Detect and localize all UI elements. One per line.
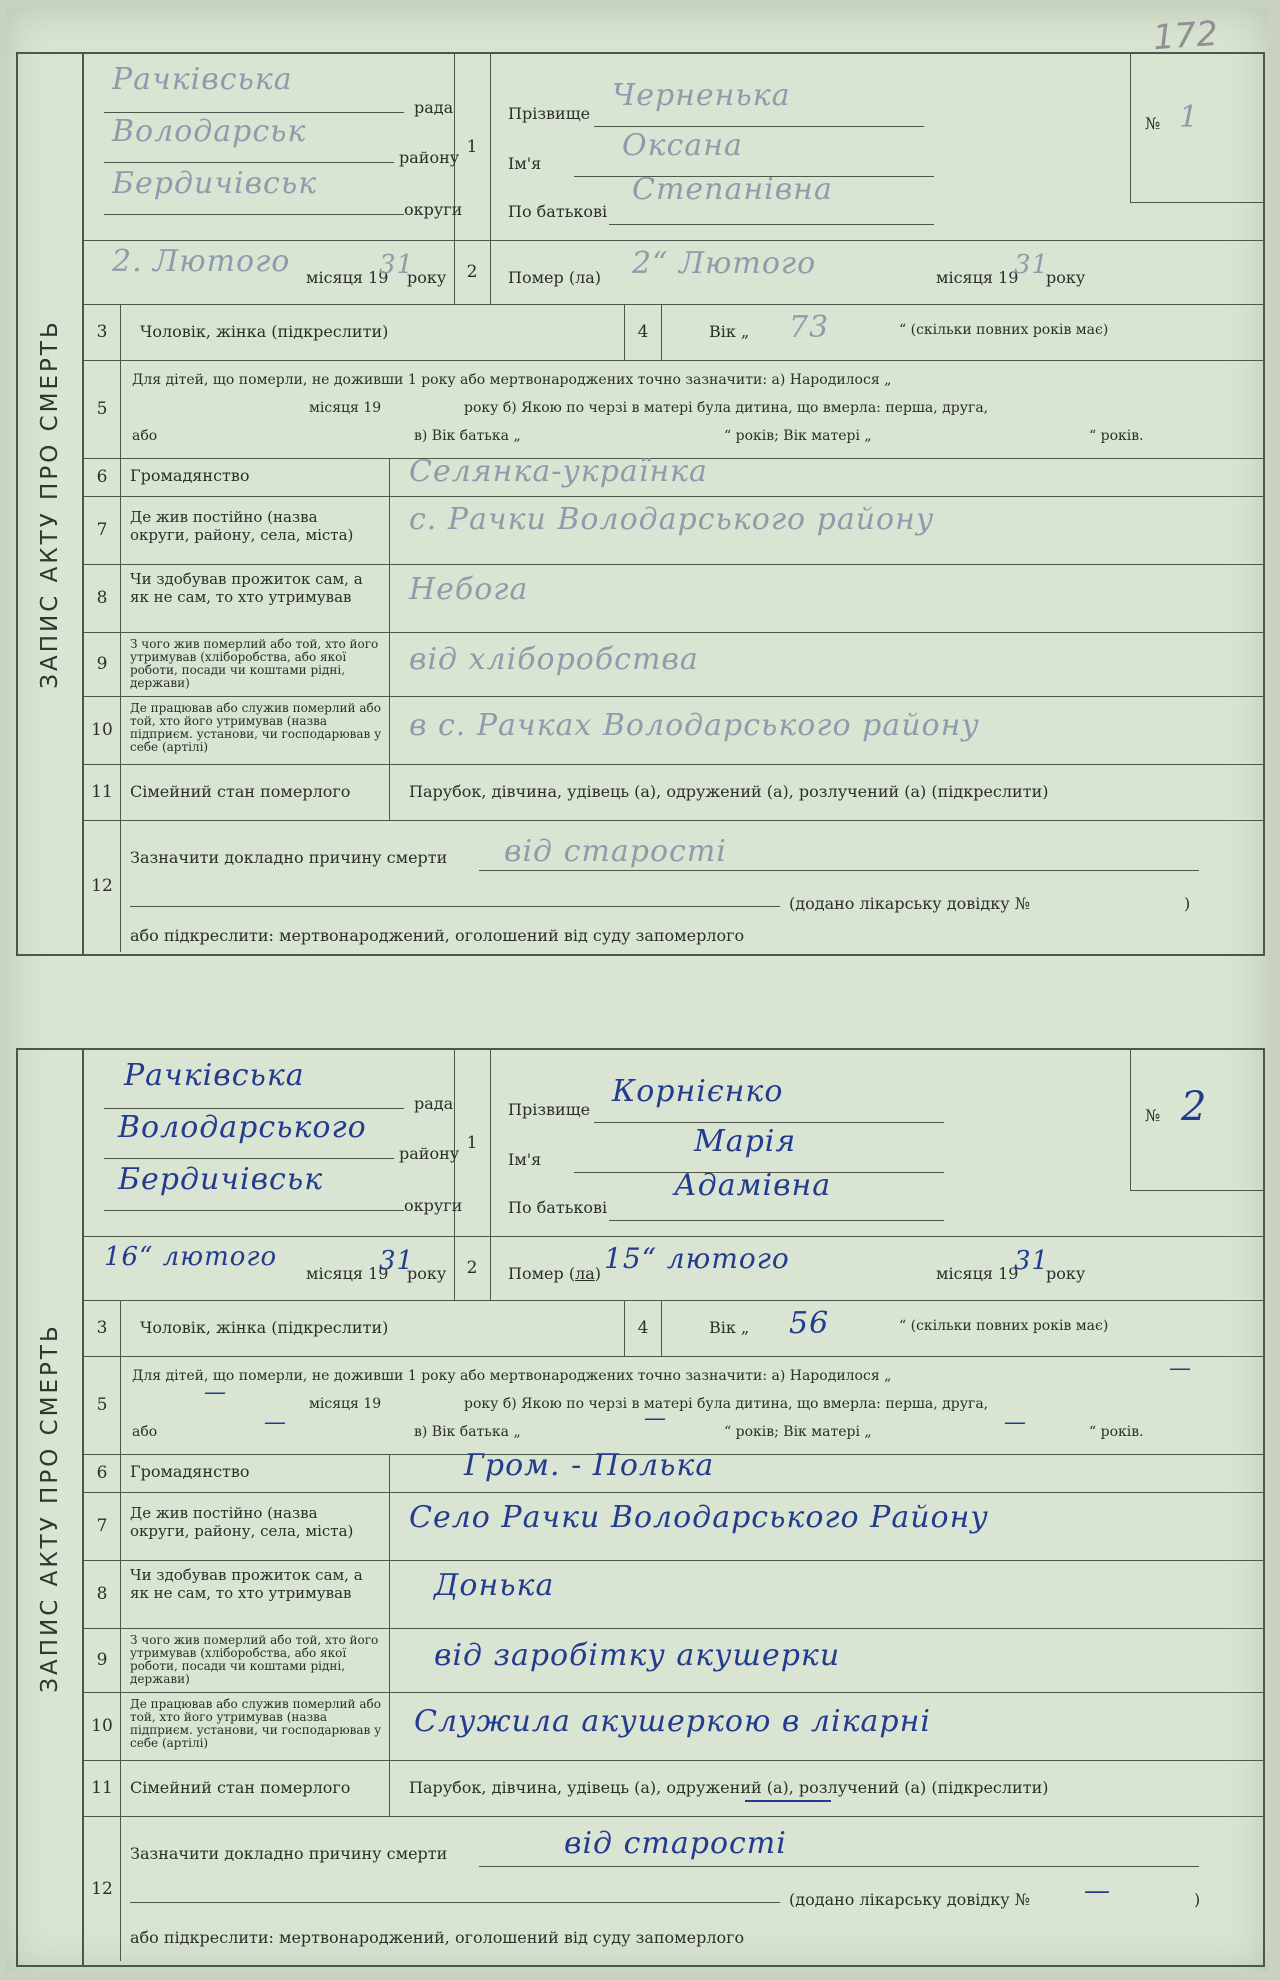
workplace-value: в с. Рачках Володарського району	[409, 708, 980, 743]
surname-label: Прізвище	[508, 104, 591, 123]
raion-label-2: району	[399, 1144, 460, 1163]
num-1: 1	[454, 54, 491, 241]
num-2-b: 2	[454, 1236, 491, 1300]
citizenship-row-2	[84, 1448, 1263, 1493]
child-born-value-2: —	[1169, 1356, 1192, 1381]
livelihood-label: Чи здобував прожиток сам, а як не сам, то хто утримував	[130, 570, 363, 606]
children-line-3b: в) Вік батька „	[414, 428, 521, 444]
patronymic-label: По батькові	[508, 202, 608, 221]
marital-row-2	[84, 1760, 1263, 1817]
death-date-value-2: 15“ лютого	[604, 1242, 790, 1275]
child-month-value-2: —	[204, 1380, 227, 1405]
num-7: 7	[84, 496, 121, 564]
death-record-page	[6, 8, 1268, 1972]
or-underline-label: або підкреслити: мертвонароджений, оголошений від суду запомерлого	[130, 926, 745, 945]
reg-month-label-2: місяця 19	[306, 1264, 389, 1283]
doctor-label: (додано лікарську довідку №	[789, 894, 1030, 913]
cause-label-2: Зазначити докладно причину смерти	[130, 1844, 448, 1863]
citizenship-value-2: Гром. - Полька	[464, 1448, 715, 1483]
rada-value-2: Рачківська	[124, 1058, 305, 1093]
marital-options: Парубок, дівчина, удівець (а), одружений (а), розлучений (а) (підкреслити)	[409, 782, 1049, 801]
num-12: 12	[84, 820, 121, 952]
workplace-label: Де працював або служив померлий або той, хто його утримував (назва підприєм. установи, чи господарював у себе (артілі)	[130, 701, 382, 754]
age-label-2: Вік „	[709, 1318, 750, 1337]
married-underline-mark	[745, 1800, 831, 1802]
raion-label: району	[399, 148, 460, 167]
registration-block-2	[84, 1050, 463, 1300]
num-1-b: 1	[454, 1050, 491, 1237]
died-year-label-2: року	[1046, 1264, 1086, 1283]
livelihood-row	[84, 564, 1263, 633]
reg-year-label-2: року	[407, 1264, 447, 1283]
children-row	[84, 360, 1263, 459]
num-4: 4	[624, 304, 662, 360]
num-5-b: 5	[84, 1356, 121, 1454]
side-banner-2	[18, 1050, 84, 1965]
or-underline-label-2: або підкреслити: мертвонароджений, оголошений від суду запомерлого	[130, 1928, 745, 1947]
marital-label-2: Сімейний стан померлого	[130, 1778, 351, 1797]
record-number-box-2	[1130, 1050, 1263, 1191]
children-line-3c: “ років; Вік матері „	[724, 428, 872, 444]
name-value-2: Марія	[694, 1124, 797, 1159]
num-9: 9	[84, 632, 121, 696]
children-line-2b-2: року б) Якою по черзі в матері була дитина, що вмерла: перша, друга,	[464, 1396, 989, 1412]
num-2: 2	[454, 240, 491, 304]
rada-label: рада	[414, 98, 454, 117]
cause-label: Зазначити докладно причину смерти	[130, 848, 448, 867]
died-label-2: Помер (ла)	[508, 1264, 602, 1283]
doctor-label-2: (додано лікарську довідку №	[789, 1890, 1030, 1909]
livelihood-label-2: Чи здобував прожиток сам, а як не сам, то хто утримував	[130, 1566, 363, 1602]
record-number-value: 1	[1179, 100, 1200, 135]
reg-year-label: року	[407, 268, 447, 287]
okruha-value: Бердичівськ	[112, 166, 318, 201]
raion-value: Володарськ	[112, 114, 307, 149]
reg-month-label: місяця 19	[306, 268, 389, 287]
num-11-b: 11	[84, 1760, 121, 1816]
doctor-no-value-2: —	[1084, 1876, 1111, 1906]
patronymic-value-2: Адамівна	[674, 1168, 832, 1203]
children-line-2a-2: місяця 19	[309, 1396, 382, 1412]
sex-age-row	[84, 304, 1263, 361]
registration-block	[84, 54, 463, 304]
source-value-2: від заробітку акушерки	[434, 1638, 841, 1673]
child-or-value-2: —	[264, 1410, 287, 1435]
name-label: Ім'я	[508, 154, 542, 173]
num-3-b: 3	[84, 1300, 121, 1356]
num-6-b: 6	[84, 1454, 121, 1492]
source-row-2	[84, 1628, 1263, 1693]
okruha-value-2: Бердичівськ	[118, 1162, 324, 1197]
residence-row	[84, 496, 1263, 565]
children-line-3d-2: “ років.	[1089, 1424, 1144, 1440]
died-month-label-2: місяця 19	[936, 1264, 1019, 1283]
livelihood-value: Небога	[409, 572, 529, 607]
residence-value-2: Село Рачки Володарського Району	[409, 1500, 989, 1535]
surname-value-2: Корнієнко	[612, 1074, 784, 1109]
died-label: Помер (ла)	[508, 268, 602, 287]
okruha-label: округи	[404, 200, 463, 219]
reg-year-value-2: 31	[379, 1246, 415, 1276]
surname-value: Черненька	[612, 78, 791, 113]
age-suffix: “ (скільки повних років має)	[899, 322, 1109, 338]
sex-label: Чоловік, жінка (підкреслити)	[140, 322, 389, 341]
cause-row: 12 Зазначити докладно причину смерти від старості (додано лікарську довідку № ) або підкреслити: мертвонароджений, оголошений від суду запомерлого	[84, 820, 1263, 952]
death-year-value-2: 31	[1014, 1246, 1050, 1276]
children-line-1: Для дітей, що померли, не доживши 1 року або мертвонароджених точно зазначити: а) Народилося „	[132, 372, 892, 388]
citizenship-value: Селянка-українка	[409, 454, 708, 489]
reg-year-value: 31	[379, 250, 415, 280]
children-line-3a: або	[132, 428, 158, 444]
children-line-3b-2: в) Вік батька „	[414, 1424, 521, 1440]
marital-label: Сімейний стан померлого	[130, 782, 351, 801]
workplace-value-2: Служила акушеркою в лікарні	[414, 1704, 931, 1739]
num-12-b: 12	[84, 1816, 121, 1961]
residence-label: Де жив постійно (назва округи, району, села, міста)	[130, 508, 354, 544]
okruha-label-2: округи	[404, 1196, 463, 1215]
age-value: 73	[789, 310, 830, 345]
citizenship-label-2: Громадянство	[130, 1462, 250, 1481]
page-number: 172	[1151, 13, 1220, 59]
num-6: 6	[84, 458, 121, 496]
rada-label-2: рада	[414, 1094, 454, 1113]
mother-age-value-2: —	[1004, 1410, 1027, 1435]
rada-value: Рачківська	[112, 62, 293, 97]
death-year-value: 31	[1014, 250, 1050, 280]
patronymic-value: Степанівна	[632, 172, 833, 207]
reg-date-value-2: 16“ лютого	[104, 1242, 278, 1272]
children-line-3c-2: “ років; Вік матері „	[724, 1424, 872, 1440]
name-label-2: Ім'я	[508, 1150, 542, 1169]
workplace-row-2	[84, 1692, 1263, 1761]
header-section-2	[84, 1050, 1263, 1301]
residence-value: с. Рачки Володарського району	[409, 502, 935, 537]
record-number-box	[1130, 54, 1263, 203]
num-8-b: 8	[84, 1560, 121, 1628]
death-record-form-2	[16, 1048, 1265, 1967]
children-line-3a-2: або	[132, 1424, 158, 1440]
surname-label-2: Прізвище	[508, 1100, 591, 1119]
header-section	[84, 54, 1263, 305]
raion-value-2: Володарського	[118, 1110, 367, 1145]
side-banner	[18, 54, 84, 954]
num-9-b: 9	[84, 1628, 121, 1692]
num-8: 8	[84, 564, 121, 632]
children-line-2a: місяця 19	[309, 400, 382, 416]
sex-label-2: Чоловік, жінка (підкреслити)	[140, 1318, 389, 1337]
marital-row	[84, 764, 1263, 821]
record-number-label: №	[1145, 114, 1161, 133]
children-line-1-2: Для дітей, що померли, не доживши 1 року або мертвонароджених точно зазначити: а) Народилося „	[132, 1368, 892, 1384]
citizenship-row	[84, 454, 1263, 497]
residence-row-2	[84, 1492, 1263, 1561]
died-month-label: місяця 19	[936, 268, 1019, 287]
children-line-2b: року б) Якою по черзі в матері була дитина, що вмерла: перша, друга,	[464, 400, 989, 416]
num-10-b: 10	[84, 1692, 121, 1760]
citizenship-label: Громадянство	[130, 466, 250, 485]
side-title: ЗАПИС АКТУ ПРО СМЕРТЬ	[37, 319, 63, 689]
num-4-b: 4	[624, 1300, 662, 1356]
marital-options-2: Парубок, дівчина, удівець (а), одружений (а), розлучений (а) (підкреслити)	[409, 1778, 1049, 1797]
record-number-value-2: 2	[1181, 1084, 1208, 1130]
age-suffix-2: “ (скільки повних років має)	[899, 1318, 1109, 1334]
death-date-value: 2“ Лютого	[632, 246, 817, 281]
reg-date-value: 2. Лютого	[112, 244, 291, 279]
source-label-2: З чого жив померлий або той, хто його утримував (хліборобства, або якої роботи, посади чи коштами рідні, держави)	[130, 1633, 379, 1686]
workplace-row	[84, 696, 1263, 765]
num-10: 10	[84, 696, 121, 764]
source-row	[84, 632, 1263, 697]
num-7-b: 7	[84, 1492, 121, 1560]
num-5: 5	[84, 360, 121, 458]
side-title-2: ЗАПИС АКТУ ПРО СМЕРТЬ	[37, 1322, 63, 1693]
record-number-label-2: №	[1145, 1106, 1161, 1125]
num-11: 11	[84, 764, 121, 820]
patronymic-label-2: По батькові	[508, 1198, 608, 1217]
workplace-label-2: Де працював або служив померлий або той, хто його утримував (назва підприєм. установи, чи господарював у себе (артілі)	[130, 1697, 382, 1750]
source-value: від хліборобства	[409, 642, 699, 677]
died-year-label: року	[1046, 268, 1086, 287]
livelihood-value-2: Донька	[434, 1568, 555, 1603]
father-age-value-2: —	[644, 1406, 667, 1431]
age-label: Вік „	[709, 322, 750, 341]
children-line-3d: “ років.	[1089, 428, 1144, 444]
cause-value-2: від старості	[564, 1826, 787, 1861]
cause-value: від старості	[504, 834, 727, 869]
source-label: З чого жив померлий або той, хто його утримував (хліборобства, або якої роботи, посади чи коштами рідні, держави)	[130, 637, 379, 690]
death-record-form-1	[16, 52, 1265, 956]
residence-label-2: Де жив постійно (назва округи, району, села, міста)	[130, 1504, 354, 1540]
num-3: 3	[84, 304, 121, 360]
livelihood-row-2	[84, 1560, 1263, 1629]
children-row-2	[84, 1356, 1263, 1455]
sex-age-row-2	[84, 1300, 1263, 1357]
cause-row-2: 12 Зазначити докладно причину смерти від старості (додано лікарську довідку № — ) або підкреслити: мертвонароджений, оголошений від суду запомерлого	[84, 1816, 1263, 1961]
age-value-2: 56	[789, 1306, 830, 1341]
name-value: Оксана	[622, 128, 743, 163]
